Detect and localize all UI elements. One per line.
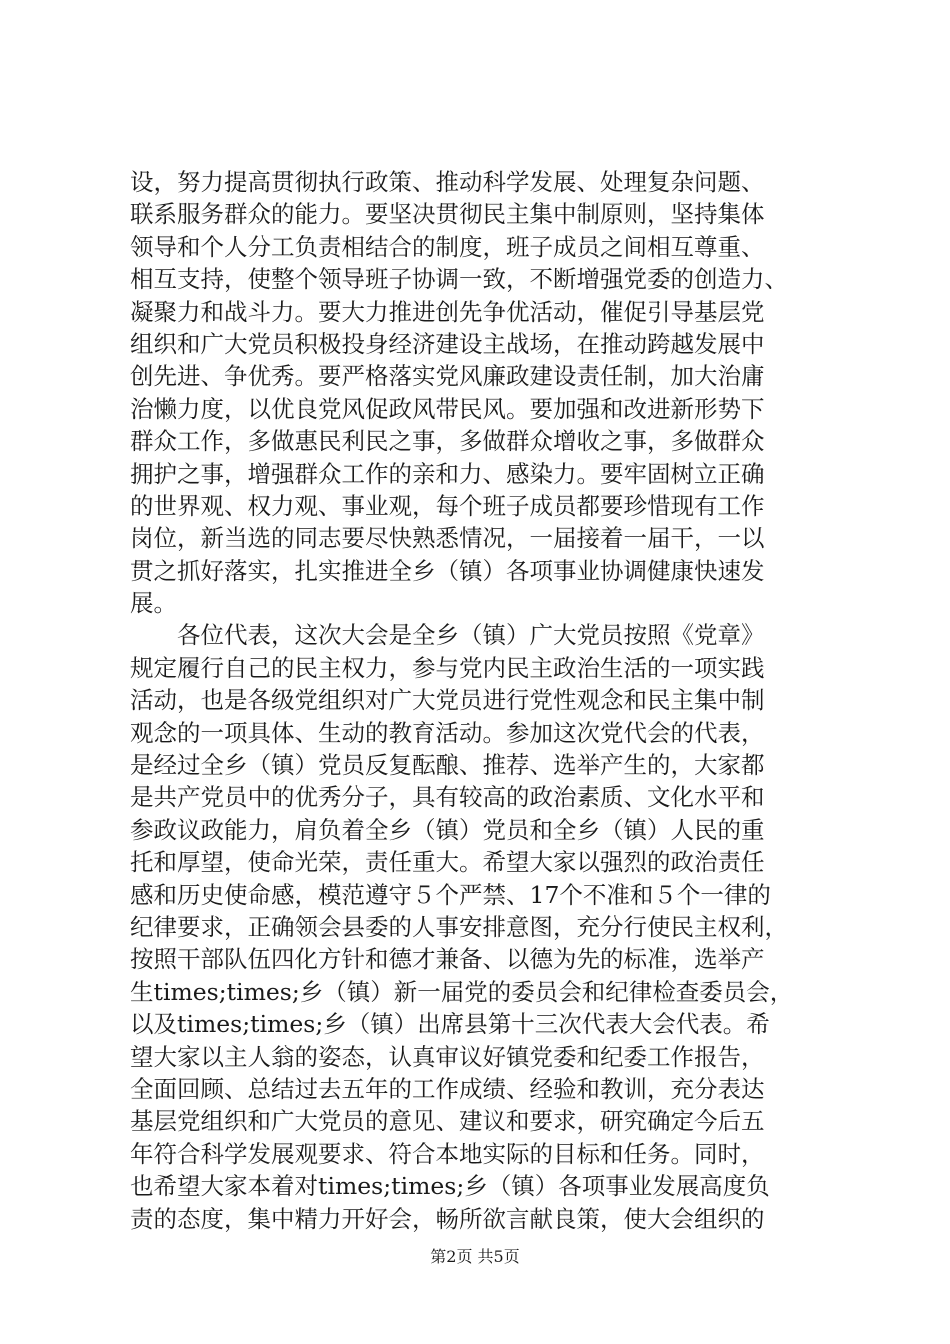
text-line: 也希望大家本着对times;times;乡（镇）各项事业发展高度负	[130, 1172, 770, 1201]
text-line: 群众工作，多做惠民利民之事，多做群众增收之事，多做群众	[130, 427, 765, 456]
document-body	[130, 166, 830, 1235]
text-line: 全面回顾、总结过去五年的工作成绩、经验和教训，充分表达	[130, 1074, 765, 1103]
text-line: 参政议政能力，肩负着全乡（镇）党员和全乡（镇）人民的重	[130, 815, 765, 844]
text-line: 设，努力提高贯彻执行政策、推动科学发展、处理复杂问题、	[130, 168, 765, 196]
text-line: 基层党组织和广大党员的意见、建议和要求，研究确定今后五	[130, 1107, 765, 1136]
text-line: 创先进、争优秀。要严格落实党风廉政建设责任制，加大治庸	[130, 362, 765, 391]
text-line: 拥护之事，增强群众工作的亲和力、感染力。要牢固树立正确	[130, 459, 765, 488]
text-line: 是共产党员中的优秀分子，具有较高的政治素质、文化水平和	[130, 783, 765, 812]
text-line: 规定履行自己的民主权力，参与党内民主政治生活的一项实践	[130, 653, 765, 682]
text-line: 各位代表，这次大会是全乡（镇）广大党员按照《党章》	[130, 621, 765, 650]
text-line: 领导和个人分工负责相结合的制度，班子成员之间相互尊重、	[130, 232, 765, 261]
text-line: 联系服务群众的能力。要坚决贯彻民主集中制原则，坚持集体	[130, 200, 765, 229]
text-line: 纪律要求，正确领会县委的人事安排意图，充分行使民主权利，	[130, 912, 788, 941]
text-line: 以及times;times;乡（镇）出席县第十三次代表大会代表。希	[130, 1010, 770, 1039]
text-line: 岗位，新当选的同志要尽快熟悉情况，一届接着一届干，一以	[130, 524, 765, 553]
text-line: 的世界观、权力观、事业观，每个班子成员都要珍惜现有工作	[130, 491, 765, 520]
text-line: 望大家以主人翁的姿态，认真审议好镇党委和纪委工作报告，	[130, 1042, 765, 1071]
text-line: 相互支持，使整个领导班子协调一致，不断增强党委的创造力、	[130, 265, 788, 294]
text-line: 贯之抓好落实，扎实推进全乡（镇）各项事业协调健康快速发	[130, 556, 765, 585]
text-line: 按照干部队伍四化方针和德才兼备、以德为先的标准，选举产	[130, 945, 765, 974]
text-line: 生times;times;乡（镇）新一届党的委员会和纪律检查委员会，	[130, 977, 794, 1006]
page-footer: 第2页 共5页	[430, 1247, 520, 1266]
text-line: 组织和广大党员积极投身经济建设主战场，在推动跨越发展中	[130, 329, 765, 358]
text-line: 凝聚力和战斗力。要大力推进创先争优活动，催促引导基层党	[130, 297, 765, 326]
text-line: 展。	[130, 589, 177, 618]
text-line: 责的态度，集中精力开好会，畅所欲言献良策，使大会组织的	[130, 1204, 765, 1233]
text-line: 治懒力度，以优良党风促政风带民风。要加强和改进新形势下	[130, 394, 765, 423]
text-line: 是经过全乡（镇）党员反复酝酿、推荐、选举产生的，大家都	[130, 751, 765, 780]
text-line: 托和厚望，使命光荣，责任重大。希望大家以强烈的政治责任	[130, 848, 765, 877]
text-line: 活动，也是各级党组织对广大党员进行党性观念和民主集中制	[130, 686, 765, 715]
text-line: 年符合科学发展观要求、符合本地实际的目标和任务。同时，	[130, 1139, 765, 1168]
text-line: 观念的一项具体、生动的教育活动。参加这次党代会的代表，	[130, 718, 765, 747]
text-line: 感和历史使命感，模范遵守５个严禁、17个不准和５个一律的	[130, 880, 771, 909]
